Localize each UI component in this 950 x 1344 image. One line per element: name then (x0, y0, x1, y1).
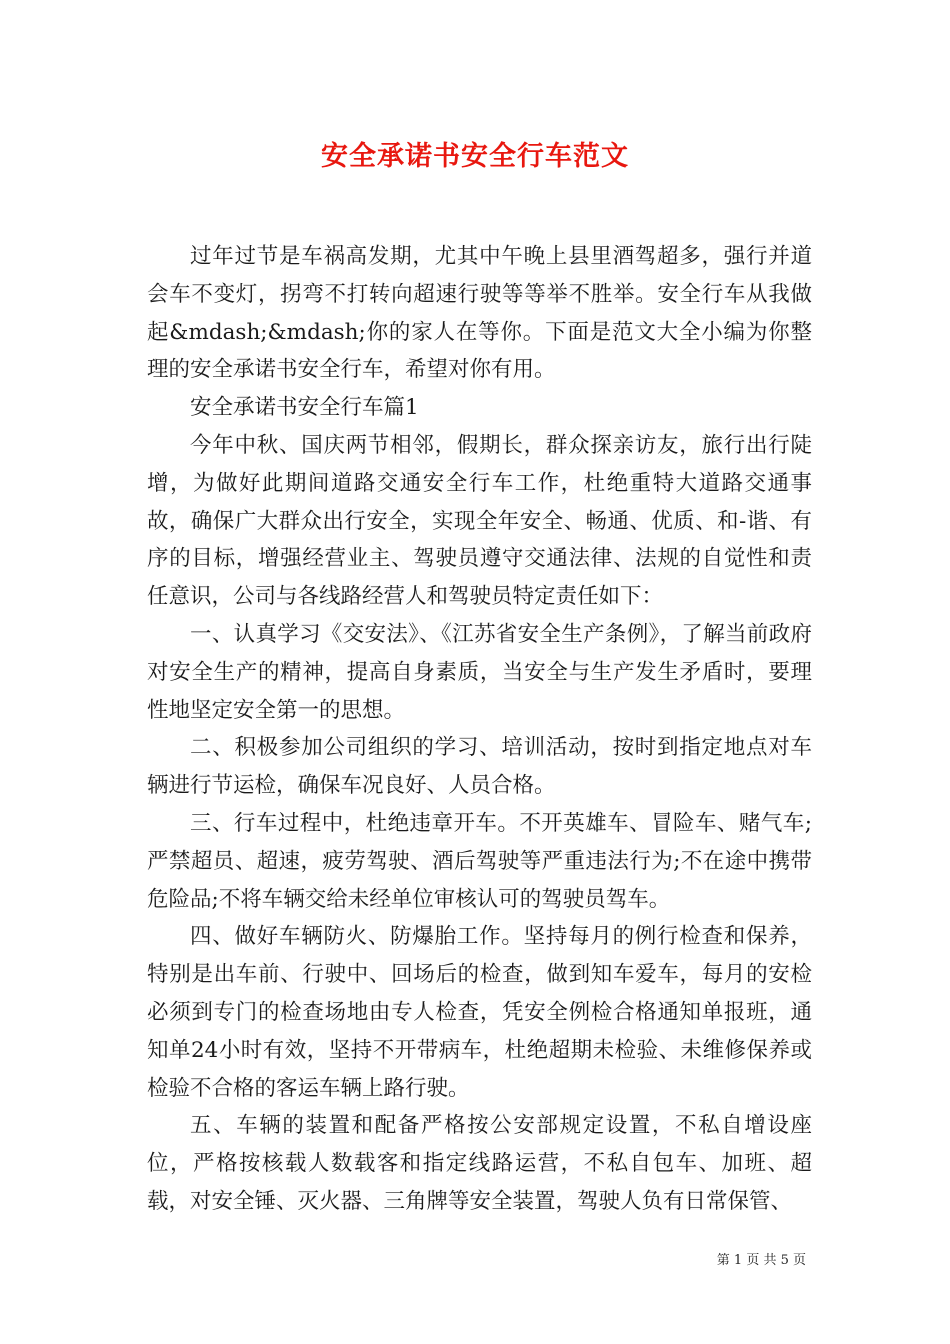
page-number: 第 1 页 共 5 页 (716, 1253, 806, 1268)
paragraph-item-5: 五、车辆的装置和配备严格按公安部规定设置，不私自增设座位，严格按核载人数载客和指定线路运营，不私自包车、加班、超载，对安全锤、灭火器、三角牌等安全装置，驾驶人负有日常保管、 (147, 1113, 812, 1214)
paragraph-intro: 过年过节是车祸高发期，尤其中午晚上县里酒驾超多，强行并道会车不变灯，拐弯不打转向超速行驶等等举不胜举。安全行车从我做起&mdash;&mdash;你的家人在等你。下面是范文大全小编为你整理的安全承诺书安全行车，希望对你有用。 (147, 244, 812, 383)
paragraph-item-3: 三、行车过程中，杜绝违章开车。不开英雄车、冒险车、赌气车;严禁超员、超速，疲劳驾驶、酒后驾驶等严重违法行为;不在途中携带危险品;不将车辆交给未经单位审核认可的驾驶员驾车。 (147, 810, 812, 912)
document-body (147, 238, 812, 1221)
paragraph-item-1: 一、认真学习《交安法》、《江苏省安全生产条例》，了解当前政府对安全生产的精神，提高自身素质，当安全与生产发生矛盾时，要理性地坚定安全第一的思想。 (147, 621, 812, 723)
paragraph-item-2: 二、积极参加公司组织的学习、培训活动，按时到指定地点对车辆进行节运检，确保车况良好、人员合格。 (147, 735, 812, 799)
paragraph-preface: 今年中秋、国庆两节相邻，假期长，群众探亲访友，旅行出行陡增，为做好此期间道路交通安全行车工作，杜绝重特大道路交通事故，确保广大群众出行安全，实现全年安全、畅通、优质、和-谐、有序的目标，增强经营业主、驾驶员遵守交通法律、法规的自觉性和责任意识，公司与各线路经营人和驾驶员特定责任如下： (147, 432, 812, 610)
section-heading: 安全承诺书安全行车篇1 (190, 395, 419, 421)
paragraph-item-4: 四、做好车辆防火、防爆胎工作。坚持每月的例行检查和保养，特别是出车前、行驶中、回场后的检查，做到知车爱车，每月的安检必须到专门的检查场地由专人检查，凭安全例检合格通知单报班，通知单24小时有效，坚持不开带病车，杜绝超期未检验、未维修保养或检验不合格的客运车辆上路行驶。 (147, 924, 812, 1101)
document-title: 安全承诺书安全行车范文 (321, 141, 629, 172)
